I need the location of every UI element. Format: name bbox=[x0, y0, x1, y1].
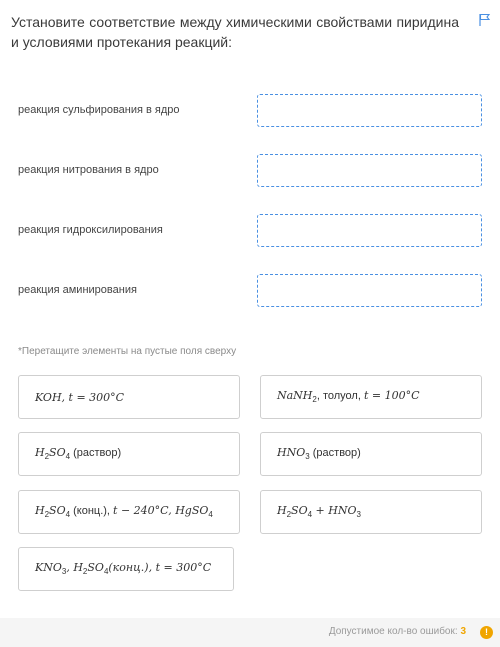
row-label-sulfonation: реакция сульфирования в ядро bbox=[18, 104, 180, 116]
option-text-part: , толуол, bbox=[316, 390, 364, 403]
option-text bbox=[35, 561, 211, 576]
option-text-part: 4 bbox=[65, 452, 71, 462]
option-card[interactable] bbox=[260, 432, 482, 476]
option-text bbox=[277, 504, 361, 519]
option-text bbox=[277, 389, 420, 404]
option-text-part: 4 bbox=[307, 510, 313, 520]
option-text-part: (конц.), bbox=[70, 505, 114, 518]
option-card[interactable] bbox=[18, 490, 240, 534]
row-label-nitration: реакция нитрования в ядро bbox=[18, 164, 159, 176]
option-text-part: KOH, t = 300°C bbox=[35, 390, 125, 404]
option-text bbox=[277, 446, 361, 461]
info-icon[interactable]: ! bbox=[480, 626, 493, 639]
option-text-part: HNO bbox=[277, 446, 306, 460]
drop-zone-amination[interactable] bbox=[257, 274, 482, 307]
option-text-part: , H bbox=[66, 561, 83, 575]
allowed-errors bbox=[329, 626, 466, 637]
allowed-errors-count: 3 bbox=[460, 626, 466, 637]
question-text: Установите соответствие между химическими свойствами пиридина и условиями протекания реакций: bbox=[11, 14, 459, 50]
option-card[interactable] bbox=[18, 547, 234, 591]
option-text-part: 3 bbox=[356, 510, 361, 520]
option-text-part: 2 bbox=[312, 395, 317, 405]
option-text-part: 2 bbox=[82, 567, 88, 577]
option-text-part: t = 100°C bbox=[363, 389, 420, 403]
option-text-part: NaNH bbox=[277, 389, 313, 403]
drop-zone-nitration[interactable] bbox=[257, 154, 482, 187]
option-text-part: (конц.), t = 300°C bbox=[108, 561, 212, 575]
flag-icon[interactable] bbox=[479, 13, 491, 27]
option-text-part: SO bbox=[291, 504, 308, 518]
option-card[interactable] bbox=[260, 490, 482, 534]
row-label-amination: реакция аминирования bbox=[18, 284, 137, 296]
option-card[interactable] bbox=[18, 375, 240, 419]
drop-zone-hydroxylation[interactable] bbox=[257, 214, 482, 247]
option-text-part: 3 bbox=[305, 452, 310, 462]
option-text-part: H bbox=[277, 504, 287, 518]
allowed-errors-label: Допустимое кол-во ошибок: bbox=[328, 626, 458, 637]
option-text-part: (раствор) bbox=[309, 447, 361, 460]
option-card[interactable] bbox=[18, 432, 240, 476]
option-text-part: 4 bbox=[103, 567, 109, 577]
option-text-part: KNO bbox=[35, 561, 62, 575]
option-text-part: H bbox=[35, 504, 45, 518]
option-text-part: 4 bbox=[65, 510, 71, 520]
drop-zone-sulfonation[interactable] bbox=[257, 94, 482, 127]
drag-hint: *Перетащите элементы на пустые поля сверху bbox=[18, 346, 237, 357]
option-text-part: H bbox=[35, 446, 45, 460]
option-text-part: SO bbox=[49, 446, 66, 460]
option-text-part: 2 bbox=[286, 510, 292, 520]
option-text-part: 3 bbox=[61, 567, 67, 577]
option-text-part: 2 bbox=[44, 452, 50, 462]
option-text-part: SO bbox=[49, 504, 66, 518]
option-text bbox=[35, 504, 213, 519]
option-card[interactable] bbox=[260, 375, 482, 419]
option-text-part: SO bbox=[87, 561, 104, 575]
row-label-hydroxylation: реакция гидроксилирования bbox=[18, 224, 163, 236]
option-text-part: 4 bbox=[208, 510, 213, 520]
option-text-part: t − 240°C, HgSO bbox=[113, 504, 209, 518]
option-text-part: + HNO bbox=[312, 504, 357, 518]
option-text bbox=[35, 446, 121, 461]
option-text-part: 2 bbox=[44, 510, 50, 520]
option-text bbox=[35, 391, 124, 404]
option-text-part: (раствор) bbox=[70, 447, 122, 460]
